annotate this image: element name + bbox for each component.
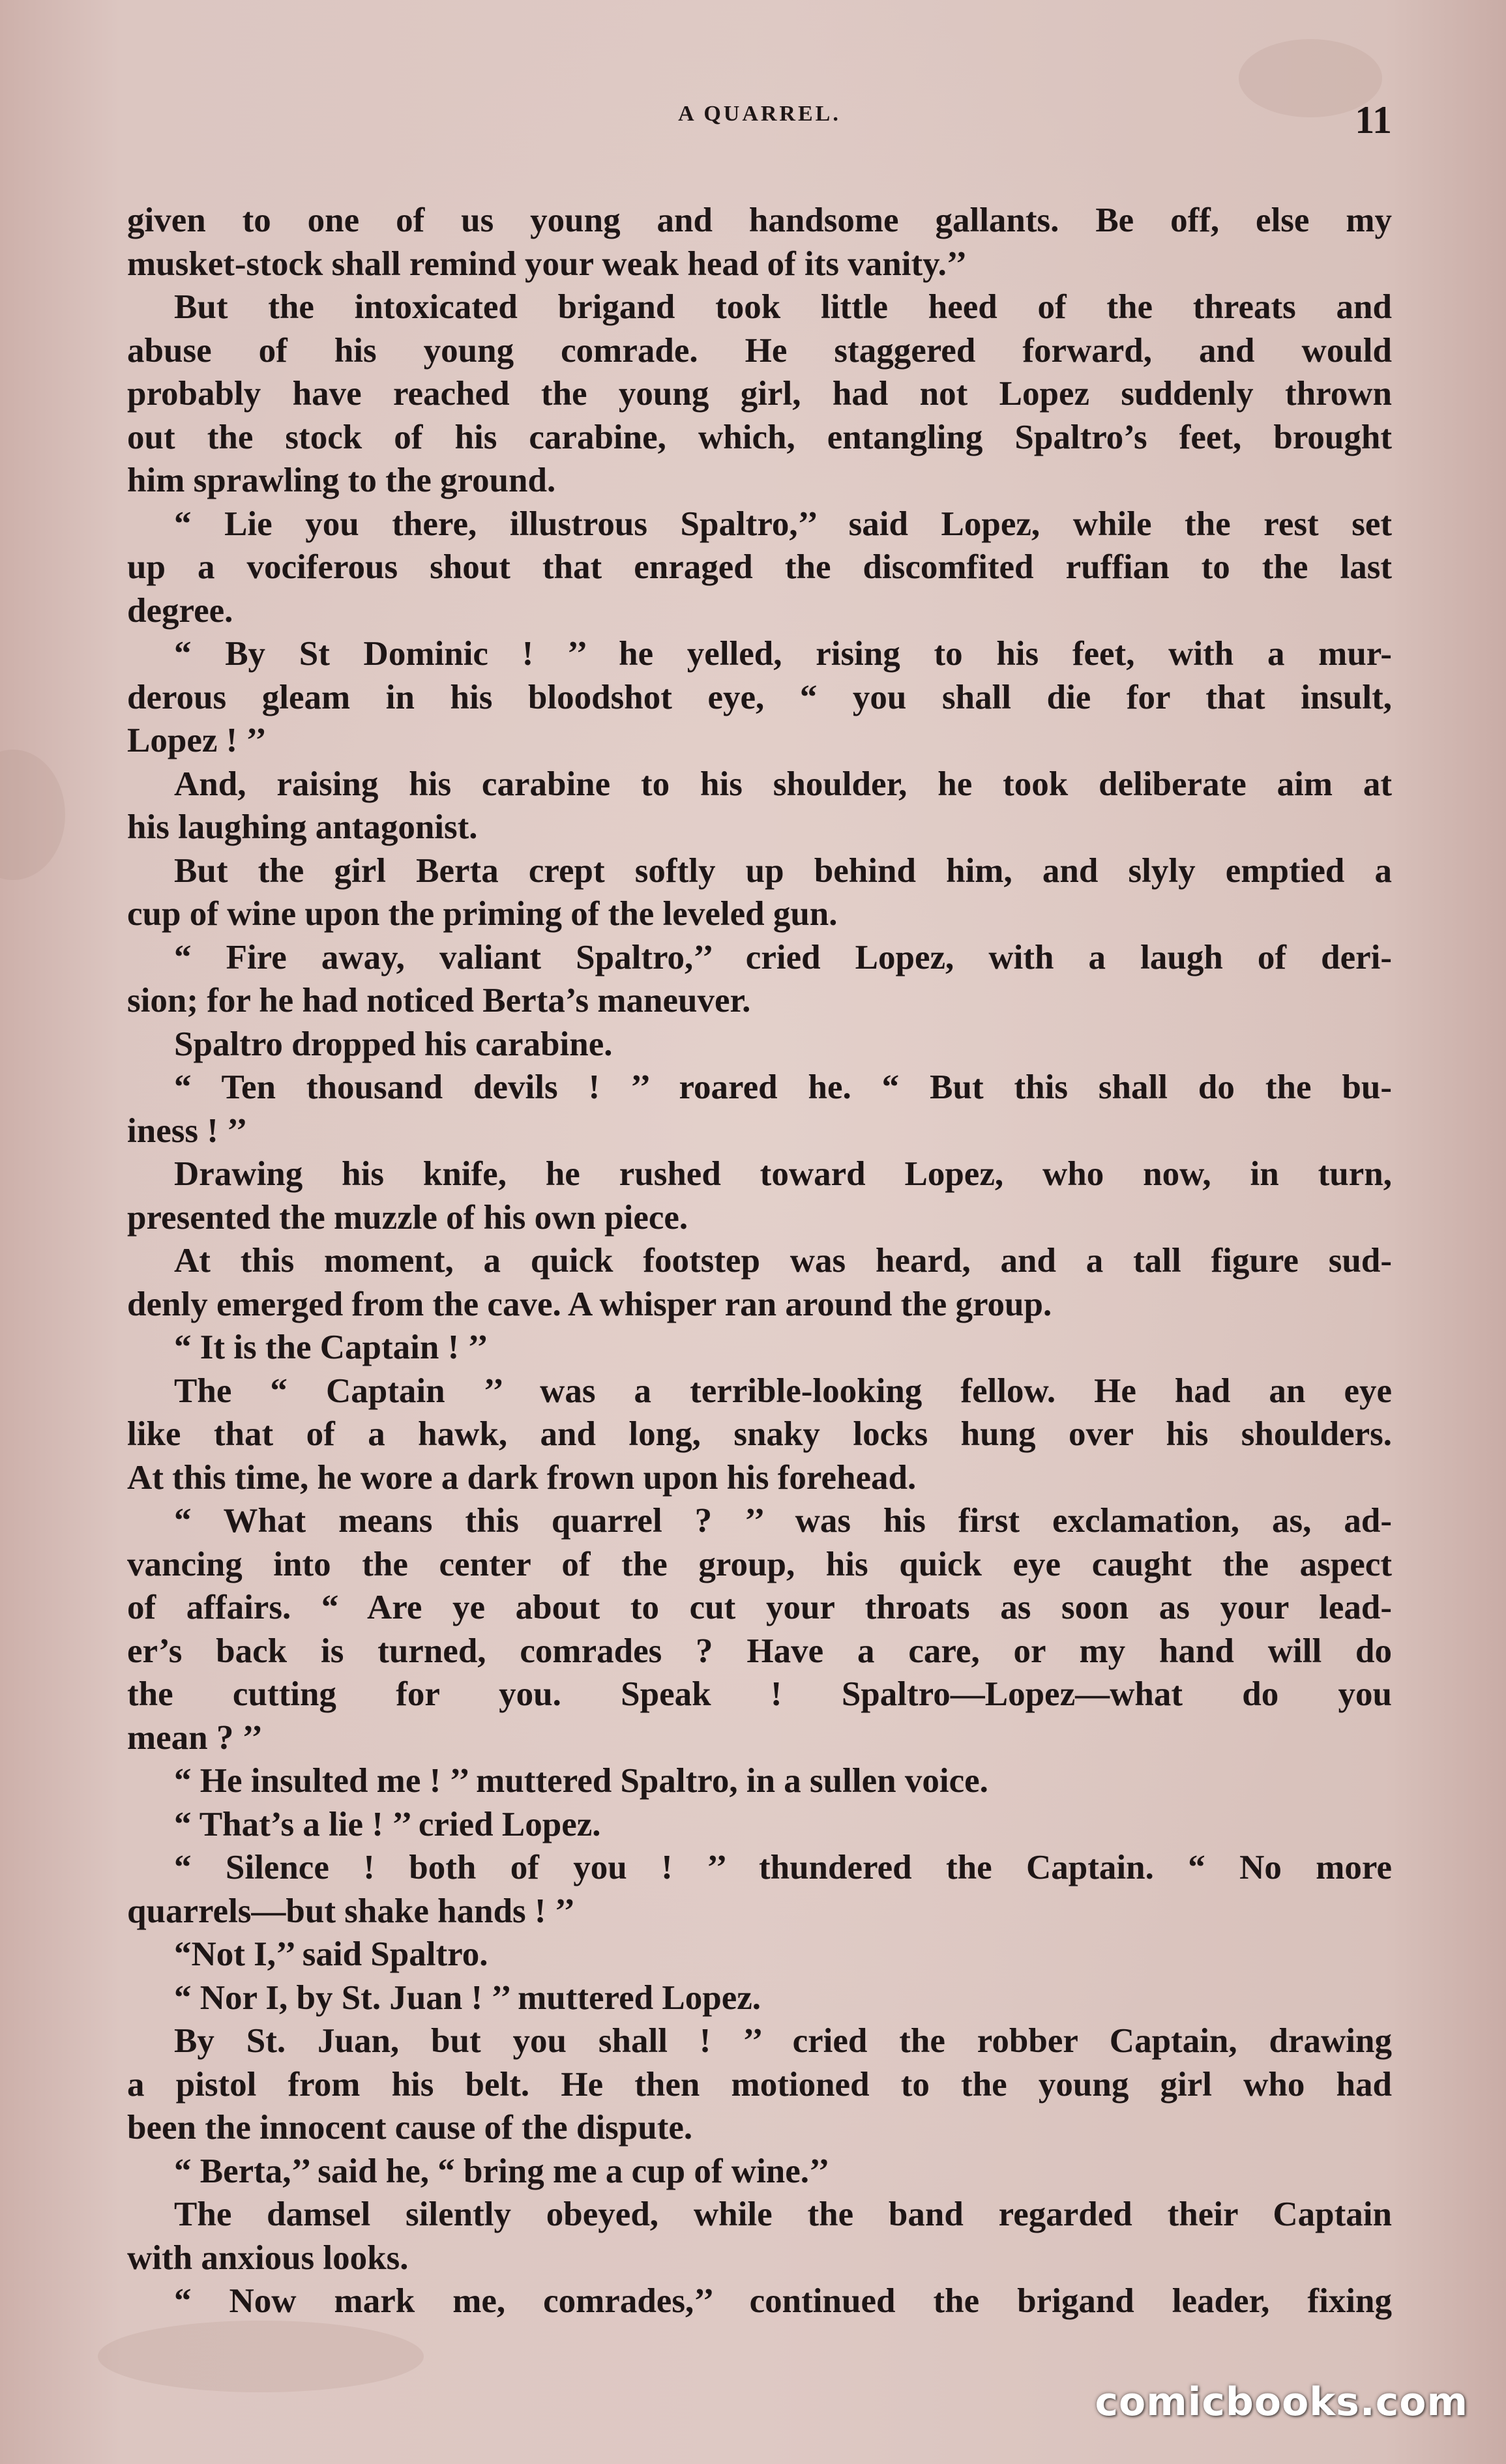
paper-stain <box>98 2321 424 2392</box>
text-line: “ By St Dominic ! ’’ he yelled, rising to his feet, with a mur- <box>174 635 1392 673</box>
text-line: “ It is the Captain ! ’’ <box>174 1328 488 1366</box>
text-line: And, raising his carabine to his shoulder, he took deliberate aim at <box>174 765 1392 803</box>
text-line: denly emerged from the cave. A whisper ran around the group. <box>127 1285 1052 1323</box>
text-line: Spaltro dropped his carabine. <box>174 1025 613 1063</box>
text-line: the cutting for you. Speak ! Spaltro—Lopez—what do you <box>127 1675 1392 1713</box>
text-line: By St. Juan, but you shall ! ’’ cried the robber Captain, drawing <box>174 2022 1392 2060</box>
text-line: mean ? ’’ <box>127 1718 263 1757</box>
text-line: been the innocent cause of the dispute. <box>127 2109 693 2147</box>
text-line: The damsel silently obeyed, while the band regarded their Captain <box>174 2195 1392 2233</box>
text-line: a pistol from his belt. He then motioned to the young girl who had <box>127 2065 1392 2104</box>
text-line: with anxious looks. <box>127 2238 409 2277</box>
running-head: A QUARREL. <box>678 102 841 126</box>
text-line: iness ! ’’ <box>127 1111 248 1150</box>
text-line: degree. <box>127 591 233 630</box>
text-line: like that of a hawk, and long, snaky locks hung over his shoulders. <box>127 1415 1392 1453</box>
watermark: comicbooks.com <box>1095 2379 1468 2425</box>
text-line: up a vociferous shout that enraged the discomfited ruffian to the last <box>127 548 1392 586</box>
text-line: given to one of us young and handsome gallants. Be off, else my <box>127 201 1392 239</box>
text-line: “ Fire away, valiant Spaltro,’’ cried Lopez, with a laugh of deri- <box>174 938 1392 976</box>
text-line: quarrels—but shake hands ! ’’ <box>127 1892 576 1930</box>
text-line: “ Silence ! both of you ! ’’ thundered the Captain. “ No more <box>174 1849 1392 1886</box>
text-line: cup of wine upon the priming of the leveled gun. <box>127 895 838 933</box>
text-line: probably have reached the young girl, had not Lopez suddenly thrown <box>127 375 1392 413</box>
text-line: “ Berta,’’ said he, “ bring me a cup of wine.’’ <box>174 2152 830 2190</box>
text-line: “Not I,’’ said Spaltro. <box>174 1935 488 1973</box>
page-header <box>127 98 1392 143</box>
text-line: “ Ten thousand devils ! ’’ roared he. “ But this shall do the bu- <box>174 1068 1392 1106</box>
paper-stain <box>0 750 65 880</box>
text-line: “ Lie you there, illustrous Spaltro,’’ said Lopez, while the rest set <box>174 505 1392 543</box>
text-line: But the intoxicated brigand took little heed of the threats and <box>174 288 1392 326</box>
text-line: him sprawling to the ground. <box>127 462 556 499</box>
text-line: Drawing his knife, he rushed toward Lopez, who now, in turn, <box>174 1155 1392 1193</box>
page-number: 11 <box>1355 98 1392 141</box>
text-line: “ That’s a lie ! ’’ cried Lopez. <box>174 1805 601 1843</box>
text-line: presented the muzzle of his own piece. <box>127 1198 688 1237</box>
text-line: derous gleam in his bloodshot eye, “ you shall die for that insult, <box>127 678 1392 716</box>
text-line: his laughing antagonist. <box>127 808 478 846</box>
text-line: out the stock of his carabine, which, entangling Spaltro’s feet, brought <box>127 418 1392 456</box>
body-text <box>127 199 1392 2323</box>
text-line: “ Now mark me, comrades,’’ continued the brigand leader, fixing <box>174 2282 1392 2320</box>
text-line: Lopez ! ’’ <box>127 722 267 759</box>
text-line: musket-stock shall remind your weak head of its vanity.’’ <box>127 244 967 283</box>
text-line: “ He insulted me ! ’’ muttered Spaltro, in a sullen voice. <box>174 1762 988 1800</box>
text-line: At this moment, a quick footstep was heard, and a tall figure sud- <box>174 1242 1392 1280</box>
text-line: abuse of his young comrade. He staggered forward, and would <box>127 331 1392 370</box>
text-line: of affairs. “ Are ye about to cut your throats as soon as your lead- <box>127 1589 1392 1626</box>
text-line: At this time, he wore a dark frown upon his forehead. <box>127 1458 917 1497</box>
text-line: sion; for he had noticed Berta’s maneuver. <box>127 982 751 1019</box>
text-line: “ Nor I, by St. Juan ! ’’ muttered Lopez. <box>174 1978 761 2017</box>
text-line: vancing into the center of the group, his quick eye caught the aspect <box>127 1545 1392 1583</box>
text-line: The “ Captain ’’ was a terrible-looking fellow. He had an eye <box>174 1371 1392 1410</box>
text-line: But the girl Berta crept softly up behind him, and slyly emptied a <box>174 851 1392 890</box>
text-line: “ What means this quarrel ? ’’ was his first exclamation, as, ad- <box>174 1502 1392 1540</box>
text-line: er’s back is turned, comrades ? Have a care, or my hand will do <box>127 1632 1392 1670</box>
